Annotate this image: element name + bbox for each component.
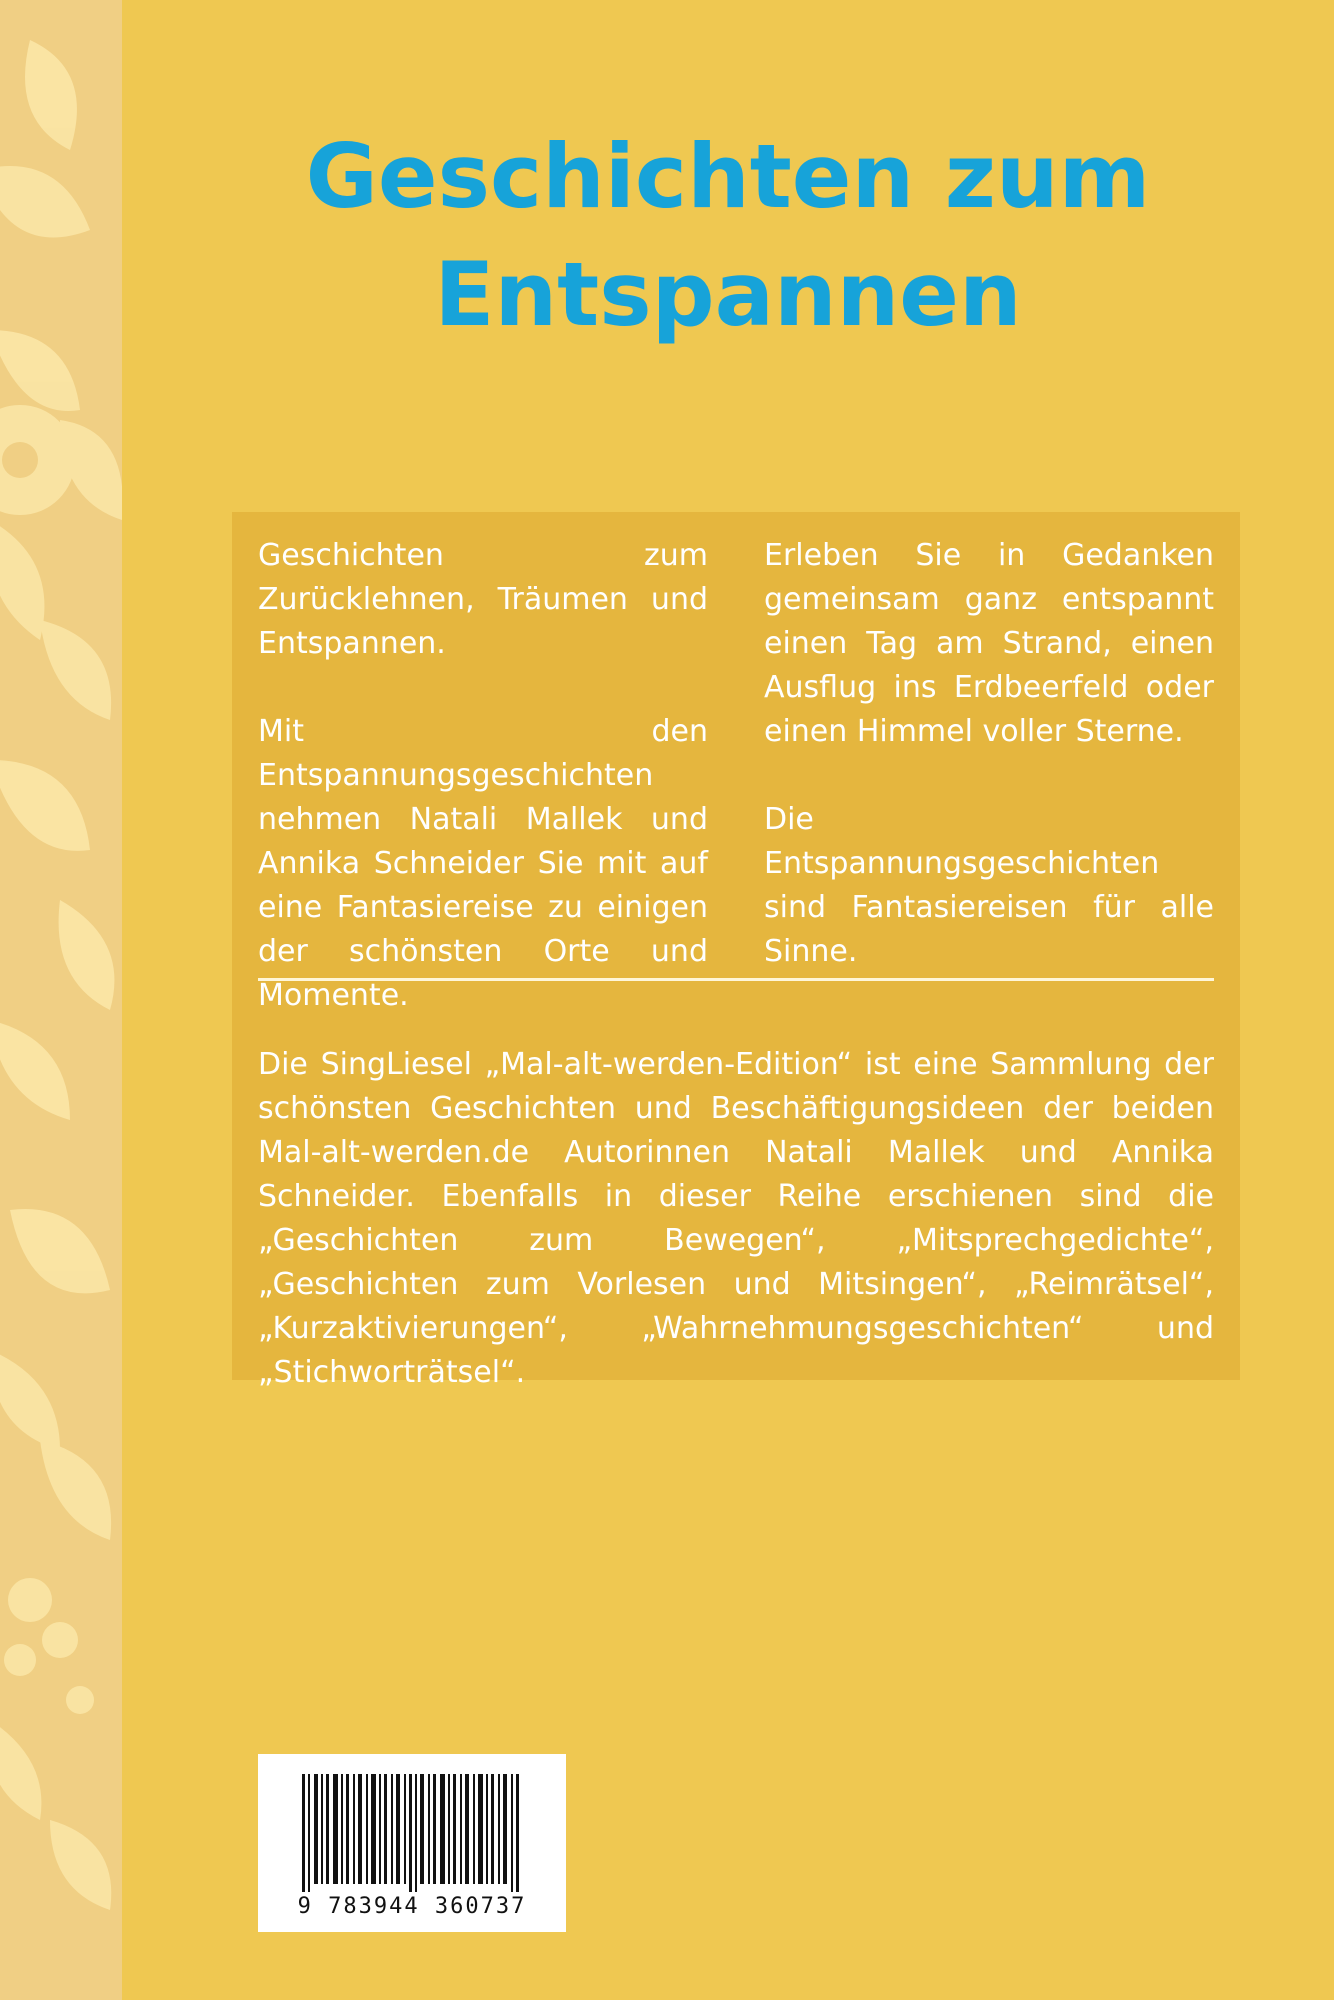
blurb-paragraph: Mit den Entspannungsgeschichten nehmen Natali Mallek und Annika Schneider Sie mit auf eine Fantasiereise zu einigen der schönsten Orte und Momente.	[258, 714, 708, 1013]
title-line-1: Geschichten zum	[305, 125, 1151, 228]
blurb-box	[232, 512, 1240, 1390]
blurb-left-column	[258, 534, 708, 1013]
blurb-paragraph: Die Entspannungsgeschichten sind Fantasiereisen für alle Sinne.	[764, 802, 1214, 969]
isbn-number: 9 783944 360737	[297, 1894, 527, 1919]
blurb-paragraph: Geschichten zum Zurücklehnen, Träumen und Entspannen.	[258, 538, 708, 661]
barcode-icon	[258, 1754, 566, 1894]
blurb-right-column	[764, 534, 1214, 978]
blurb-paragraph: Erleben Sie in Gedanken gemeinsam ganz entspannt einen Tag am Strand, einen Ausflug ins Erdbeerfeld oder einen Himmel voller Sterne.	[764, 538, 1214, 749]
barcode	[258, 1754, 566, 1932]
title-line-2: Entspannen	[434, 243, 1022, 346]
flower-pattern-icon	[0, 0, 122, 2000]
floral-side-band	[0, 0, 122, 2000]
cover-title	[122, 118, 1334, 354]
edition-paragraph: Die SingLiesel „Mal-alt-werden-Edition“ ist eine Sammlung der schönsten Geschichten und Beschäftigungsideen der beiden Mal-alt-werden.de Autorinnen Natali Mallek und Annika Schneider. Ebenfalls in dieser Reihe erschienen sind die „Geschichten zum Bewegen“, „Mitsprechgedichte“, „Geschichten zum Vorlesen und Mitsingen“, „Reimrätsel“, „Kurzaktivierungen“, „Wahrnehmungsgeschichten“ und „Stichworträtsel“.	[258, 1047, 1214, 1390]
